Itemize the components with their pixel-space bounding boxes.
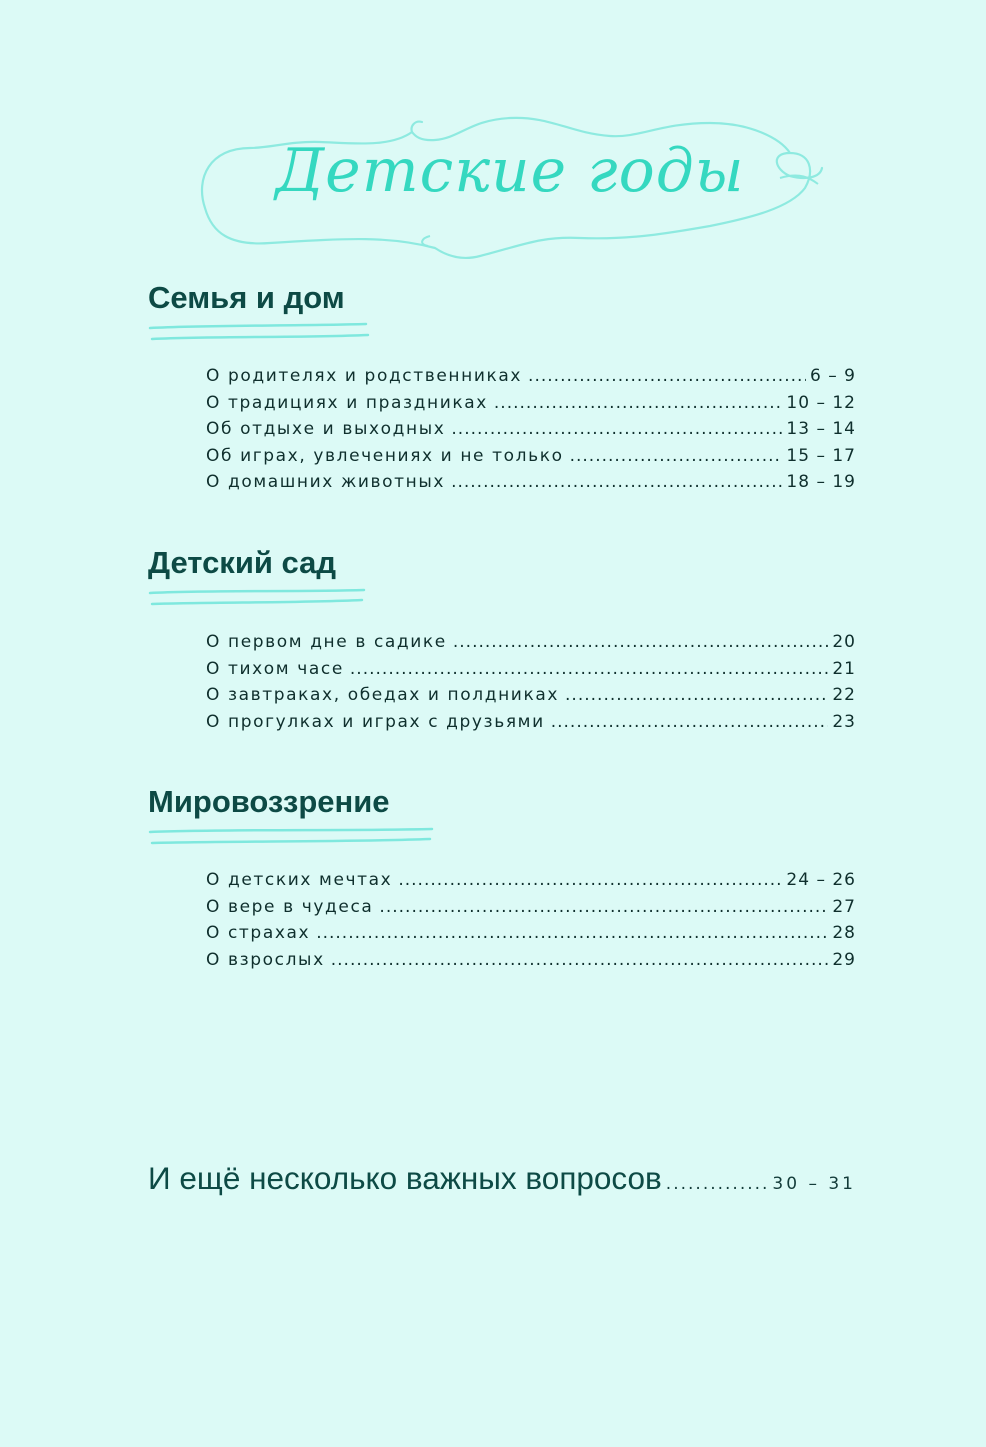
toc-entry-pages: 21 [832,658,856,679]
toc-entry-label: О первом дне в садике [206,632,447,652]
leader-dots [379,897,828,917]
toc-entry-label: О детских мечтах [206,870,393,890]
toc-entry-pages: 10 – 12 [786,392,856,413]
leader-dots [451,419,782,439]
leader-dots [350,659,828,679]
toc-entry-pages: 29 [832,949,856,970]
leader-dots [331,950,829,970]
section-heading: Детский сад [148,545,337,580]
toc-entry-pages: 24 – 26 [786,870,856,890]
toc-entry-label: О вере в чудеса [206,896,374,917]
toc-entry[interactable] [206,950,856,977]
toc-entry-label: О домашних животных [206,472,446,492]
toc-entry-label: О страхах [206,923,311,943]
leader-dots [570,446,783,466]
leader-dots [453,632,829,652]
toc-list-worldview [206,870,856,976]
toc-entry-pages: 23 [832,711,856,732]
toc-entry[interactable] [206,472,856,499]
toc-list-kindergarten [206,632,856,738]
leader-dots [451,472,782,492]
toc-final-label: И ещё несколько важных вопросов [148,1160,662,1196]
toc-entry[interactable] [206,923,856,950]
toc-entry[interactable] [206,712,856,739]
toc-entry[interactable] [206,419,856,446]
toc-entry-pages: 27 [832,896,856,917]
leader-dots [565,685,828,705]
toc-entry[interactable] [206,897,856,924]
toc-entry-label: О прогулках и играх с друзьями [206,711,545,732]
title-block [190,108,830,278]
toc-entry-label: О традициях и праздниках [206,392,488,413]
toc-entry[interactable] [206,685,856,712]
toc-entry-label: О завтраках, обедах и полдниках [206,685,560,705]
toc-entry-label: О взрослых [206,949,325,970]
leader-dots [551,712,829,732]
heading-underline [148,320,378,344]
toc-entry-pages: 28 [832,923,856,943]
toc-entry-pages: 18 – 19 [786,472,856,492]
toc-entry[interactable] [206,659,856,686]
toc-final-entry[interactable] [148,1160,856,1197]
toc-final-pages: 30 – 31 [772,1174,856,1194]
toc-list-family-home [206,366,856,499]
toc-entry[interactable] [206,393,856,420]
page-title: Детские годы [275,136,745,206]
toc-entry-label: Об отдыхе и выходных [206,419,446,439]
toc-entry[interactable] [206,366,856,393]
heading-underline [148,585,378,609]
toc-entry-label: О родителях и родственниках [206,366,523,386]
leader-dots [398,870,782,890]
toc-entry[interactable] [206,446,856,473]
toc-entry-label: О тихом часе [206,658,344,679]
toc-entry-pages: 22 [832,685,856,705]
leader-dots [666,1174,769,1194]
section-kindergarten [148,545,856,609]
toc-entry-pages: 13 – 14 [786,419,856,439]
toc-entry-pages: 15 – 17 [786,445,856,466]
toc-entry-label: Об играх, увлечениях и не только [206,445,564,466]
section-heading: Семья и дом [148,280,345,315]
section-family-home [148,280,856,344]
toc-entry-pages: 20 [832,632,856,652]
heading-underline [148,824,448,848]
section-worldview [148,784,856,848]
leader-dots [528,366,806,386]
toc-entry[interactable] [206,870,856,897]
toc-entry[interactable] [206,632,856,659]
section-heading: Мировоззрение [148,784,390,819]
leader-dots [316,923,828,943]
leader-dots [494,393,783,413]
toc-entry-pages: 6 – 9 [810,366,856,386]
